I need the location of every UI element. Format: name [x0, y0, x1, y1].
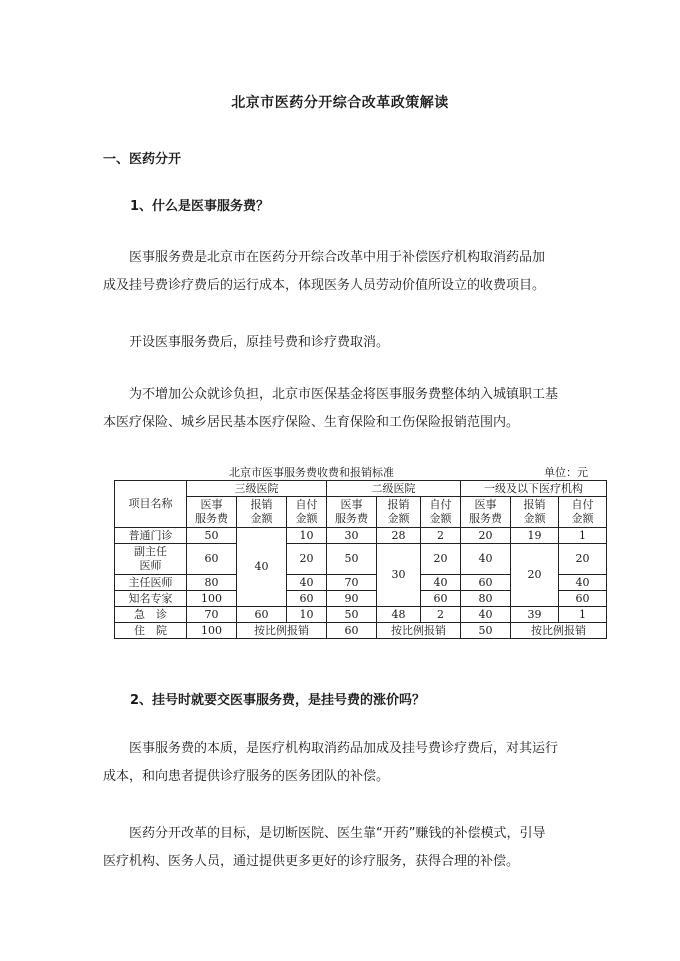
header-group-tier2: 二级医院: [327, 481, 461, 497]
cell: 2: [421, 607, 461, 623]
paragraph-q2-2: [103, 820, 585, 876]
cell: 按比例报销: [377, 623, 461, 639]
header-self: 自付 金额: [421, 497, 461, 528]
cell: 40: [461, 607, 511, 623]
row-name: 知名专家: [115, 591, 187, 607]
cell: 40: [421, 575, 461, 591]
cell-merged: 30: [377, 544, 421, 607]
cell: 70: [327, 575, 377, 591]
paragraph-line: 医事服务费的本质，是医疗机构取消药品加成及挂号费诊疗费后，对其运行: [129, 741, 559, 756]
cell: 60: [287, 591, 327, 607]
cell: 10: [287, 528, 327, 544]
cell: 100: [187, 591, 237, 607]
row-name: 主任医师: [115, 575, 187, 591]
cell: 50: [327, 607, 377, 623]
cell: 10: [287, 607, 327, 623]
document-title: 北京市医药分开综合改革政策解读: [231, 95, 449, 111]
header-reimb: 报销 金额: [511, 497, 559, 528]
header-self: 自付 金额: [559, 497, 607, 528]
paragraph-line: 医事服务费是北京市在医药分开综合改革中用于补偿医疗机构取消药品加: [129, 250, 546, 265]
header-reimb: 报销 金额: [237, 497, 287, 528]
section-heading-1: 一、医药分开: [103, 152, 182, 167]
paragraph-line: 本医疗保险、城乡居民基本医疗保险、生育保险和工伤保险报销范围内。: [103, 415, 520, 430]
row-name: 普通门诊: [115, 528, 187, 544]
cell: 50: [327, 544, 377, 575]
cell: 28: [377, 528, 421, 544]
cell: 30: [327, 528, 377, 544]
paragraph-q1-2: [103, 329, 585, 357]
cell-merged: 40: [237, 528, 287, 607]
cell: 48: [377, 607, 421, 623]
cell: 20: [421, 544, 461, 575]
cell: 按比例报销: [511, 623, 607, 639]
cell: 60: [461, 575, 511, 591]
cell: 60: [237, 607, 287, 623]
cell: 40: [559, 575, 607, 591]
table-unit: 单位：元: [544, 466, 588, 479]
table-caption: 北京市医事服务费收费和报销标准: [229, 466, 394, 479]
cell: 100: [187, 623, 237, 639]
paragraph-q1-1: [103, 244, 585, 300]
paragraph-line: 成及挂号费诊疗费后的运行成本，体现医务人员劳动价值所设立的收费项目。: [103, 278, 546, 293]
paragraph-line: 医疗机构、医务人员，通过提供更多更好的诊疗服务，获得合理的补偿。: [103, 854, 520, 869]
cell: 1: [559, 607, 607, 623]
fee-table-block: [114, 462, 606, 639]
cell: 60: [187, 544, 237, 575]
header-fee: 医事 服务费: [327, 497, 377, 528]
paragraph-q2-1: [103, 735, 585, 791]
cell: 40: [287, 575, 327, 591]
cell: 2: [421, 528, 461, 544]
cell: 80: [461, 591, 511, 607]
cell: 60: [327, 623, 377, 639]
fee-table: [114, 480, 607, 639]
header-self: 自付 金额: [287, 497, 327, 528]
cell: 50: [461, 623, 511, 639]
paragraph-line: 开设医事服务费后，原挂号费和诊疗费取消。: [129, 335, 390, 350]
paragraph-line: 为不增加公众就诊负担，北京市医保基金将医事服务费整体纳入城镇职工基: [129, 387, 559, 402]
header-reimb: 报销 金额: [377, 497, 421, 528]
row-name: 副主任 医师: [115, 544, 187, 575]
row-name: 急 诊: [115, 607, 187, 623]
header-fee: 医事 服务费: [461, 497, 511, 528]
cell: 80: [187, 575, 237, 591]
cell: 40: [461, 544, 511, 575]
cell: 按比例报销: [237, 623, 327, 639]
paragraph-q1-3: [103, 381, 585, 437]
cell: 60: [421, 591, 461, 607]
cell-merged: 20: [511, 544, 559, 607]
cell: 20: [461, 528, 511, 544]
row-name: 住 院: [115, 623, 187, 639]
cell: 39: [511, 607, 559, 623]
cell: 20: [287, 544, 327, 575]
paragraph-line: 医药分开改革的目标，是切断医院、医生靠“开药”赚钱的补偿模式，引导: [129, 826, 546, 841]
cell: 50: [187, 528, 237, 544]
question-heading-1: 1、什么是医事服务费？: [130, 199, 270, 214]
paragraph-line: 成本，和向患者提供诊疗服务的医务团队的补偿。: [103, 769, 390, 784]
cell: 70: [187, 607, 237, 623]
cell: 60: [559, 591, 607, 607]
cell: 1: [559, 528, 607, 544]
header-group-tier3: 三级医院: [187, 481, 327, 497]
header-item: 项目名称: [115, 481, 187, 528]
header-fee: 医事 服务费: [187, 497, 237, 528]
header-group-tier1: 一级及以下医疗机构: [461, 481, 607, 497]
question-heading-2: 2、挂号时就要交医事服务费，是挂号费的涨价吗？: [130, 693, 426, 708]
cell: 20: [559, 544, 607, 575]
cell: 19: [511, 528, 559, 544]
cell: 90: [327, 591, 377, 607]
